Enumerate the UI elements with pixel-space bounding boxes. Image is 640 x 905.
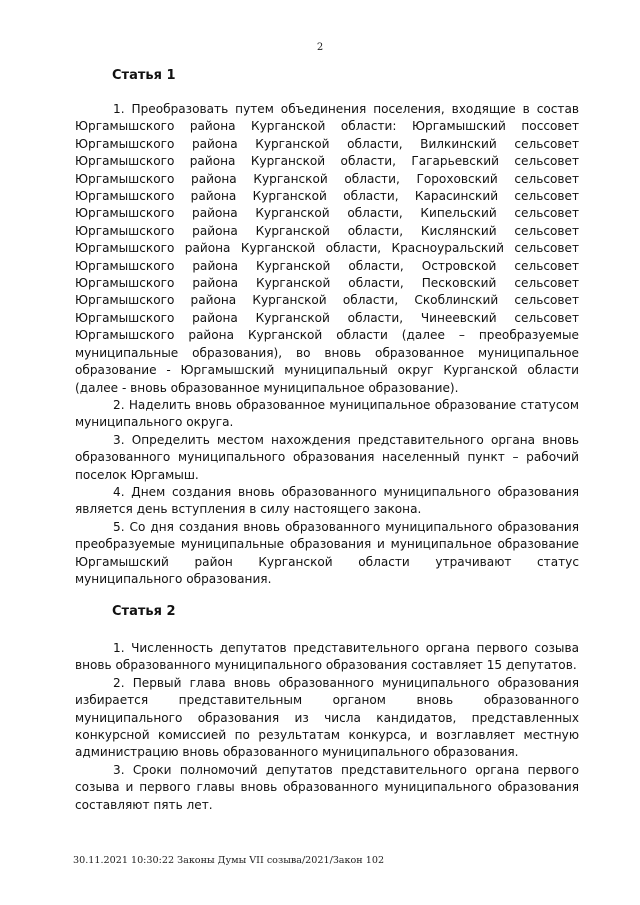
article-1-paragraph-1: 1. Преобразовать путем объединения поселения, входящие в состав Юргамышского района Курганской области: Юргамышский поссовет Юргамышского района Курганской области, Вилкинский сельсовет Юргамышского района Курганской области, Гагарьевский сельсовет Юргамышского района Курганской области, Гороховский сельсовет Юргамышского района Курганской области, Карасинский сельсовет Юргамышского района Курганской области, Кипельский сельсовет Юргамышского района Курганской области, Кислянский сельсовет Юргамышского района Курганской области, Красноуральский сельсовет Юргамышского района Курганской области, Островской сельсовет Юргамышского района Курганской области, Песковский сельсовет Юргамышского района Курганской области, Скоблинский сельсовет Юргамышского района Курганской области, Чинеевский сельсовет Юргамышского района Курганской области (далее – преобразуемые муниципальные образования), во вновь образованное муниципальное образование - Юргамышский муниципальный округ Курганской области (далее - вновь образованное муниципальное образование). — [75, 102, 579, 395]
article-2-body — [75, 640, 579, 814]
article-1-paragraph-2: 2. Наделить вновь образованное муниципальное образование статусом муниципального округа. — [75, 397, 579, 430]
article-1-paragraph-5: 5. Со дня создания вновь образованного муниципального образования преобразуемые муниципальные образования и муниципальное образование Юргамышский район Курганской области утрачивают статус муниципального образования. — [75, 519, 579, 586]
page-number: 2 — [316, 42, 324, 53]
document-footer: 30.11.2021 10:30:22 Законы Думы VII созыва/2021/Закон 102 — [73, 855, 385, 866]
article-1-paragraph-3: 3. Определить местом нахождения представительного органа вновь образованного муниципального образования населенный пункт – рабочий поселок Юргамыш. — [75, 432, 579, 482]
article-1-body — [75, 101, 579, 588]
article-2-heading: Статья 2 — [112, 604, 176, 619]
article-1-paragraph-4: 4. Днем создания вновь образованного муниципального образования является день вступления в силу настоящего закона. — [75, 484, 579, 517]
article-2-paragraph-2: 2. Первый глава вновь образованного муниципального образования избирается представительным органом вновь образованного муниципального образования из числа кандидатов, представленных конкурсной комиссией по результатам конкурса, и возглавляет местную администрацию вновь образованного муниципального образования. — [75, 675, 579, 760]
article-2-paragraph-3: 3. Сроки полномочий депутатов представительного органа первого созыва и первого главы вновь образованного муниципального образования составляют пять лет. — [75, 762, 579, 812]
article-2-paragraph-1: 1. Численность депутатов представительного органа первого созыва вновь образованного муниципального образования составляет 15 депутатов. — [75, 641, 579, 673]
article-1-heading: Статья 1 — [112, 68, 176, 83]
